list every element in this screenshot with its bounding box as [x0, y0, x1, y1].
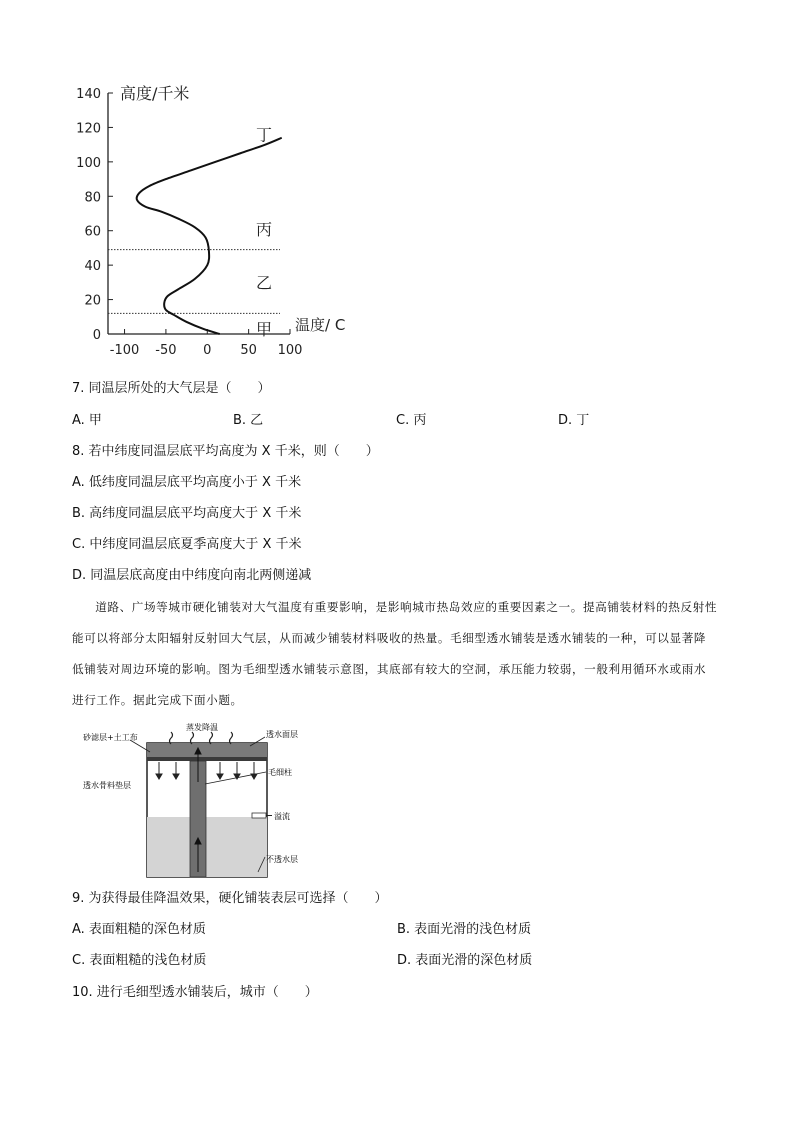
q9-option-d: D. 表面光滑的深色材质 [397, 953, 533, 968]
layer-label: 丙 [256, 219, 273, 239]
q9-option-c: C. 表面粗糙的浅色材质 [72, 953, 207, 968]
layer-label: 甲 [256, 319, 273, 339]
temperature-altitude-chart [0, 0, 794, 370]
question-8-stem: 8. 若中纬度同温层底平均高度为 X 千米，则（ ） [72, 444, 379, 459]
question-7-stem: 7. 同温层所处的大气层是（ ） [72, 381, 271, 396]
overflow-pipe [252, 813, 266, 818]
label-aggregate: 透水骨料垫层 [83, 781, 131, 790]
label-sand-layer: 砂滤层+土工布 [83, 733, 138, 742]
q9-option-a: A. 表面粗糙的深色材质 [72, 922, 206, 937]
q7-option-a: A. 甲 [72, 413, 102, 428]
water-zone [147, 817, 267, 877]
label-evaporation: 蒸发降温 [186, 723, 218, 732]
q7-option-d: D. 丁 [558, 413, 590, 428]
y-tick-label: 60 [84, 224, 101, 240]
sand-filter-layer [147, 757, 267, 761]
x-tick-label: -50 [155, 343, 177, 358]
x-tick-label: 50 [240, 343, 257, 358]
y-axis-label: 高度/千米 [120, 84, 190, 103]
y-tick-label: 20 [84, 293, 101, 309]
question-10-stem: 10. 进行毛细型透水铺装后，城市（ ） [72, 985, 318, 1000]
evaporation-squiggles [170, 732, 233, 744]
question-9-stem: 9. 为获得最佳降温效果，硬化铺装表层可选择（ ） [72, 891, 388, 906]
q8-option-b: B. 高纬度同温层底平均高度大于 X 千米 [72, 506, 302, 521]
q7-option-b: B. 乙 [233, 413, 264, 428]
y-tick-label: 0 [92, 328, 101, 343]
layer-label: 乙 [256, 273, 273, 293]
y-tick-label: 80 [84, 190, 101, 206]
q7-option-c: C. 丙 [396, 413, 427, 428]
layer-label: 丁 [256, 125, 273, 145]
y-tick-label: 100 [76, 155, 101, 171]
reading-passage: 道路、广场等城市硬化铺装对大气温度有重要影响，是影响城市热岛效应的重要因素之一。提高铺装材料的热反射性能可以将部分太阳辐射反射回大气层，从而减少铺装材料吸收的热量。毛细型透水铺装是透水铺装的一种，可以显著降低铺装对周边环境的影响。图为毛细型透水铺装示意图，其底部有较大的空洞，承压能力较弱，一般利用循环水或雨水进行工作。据此完成下面小题。 [72, 600, 718, 707]
q8-option-a: A. 低纬度同温层底平均高度小于 X 千米 [72, 475, 302, 490]
x-tick-label: 100 [277, 343, 303, 358]
y-tick-label: 120 [76, 121, 101, 137]
q8-option-d: D. 同温层底高度由中纬度向南北两侧递减 [72, 568, 312, 583]
label-overflow: 溢流 [274, 812, 290, 821]
label-surface-layer: 透水面层 [266, 730, 298, 739]
label-impermeable: 不透水层 [266, 855, 298, 864]
label-capillary: 毛细柱 [268, 768, 292, 777]
y-tick-label: 40 [84, 259, 101, 275]
surface-layer [147, 743, 267, 757]
q9-option-b: B. 表面光滑的浅色材质 [397, 922, 532, 937]
x-tick-label: 0 [203, 343, 212, 358]
y-tick-label: 140 [76, 87, 101, 102]
x-axis-label: 温度/ C [295, 316, 346, 334]
x-tick-label: -100 [109, 343, 140, 358]
capillary-pavement-diagram [80, 722, 330, 882]
q8-option-c: C. 中纬度同温层底夏季高度大于 X 千米 [72, 537, 302, 552]
